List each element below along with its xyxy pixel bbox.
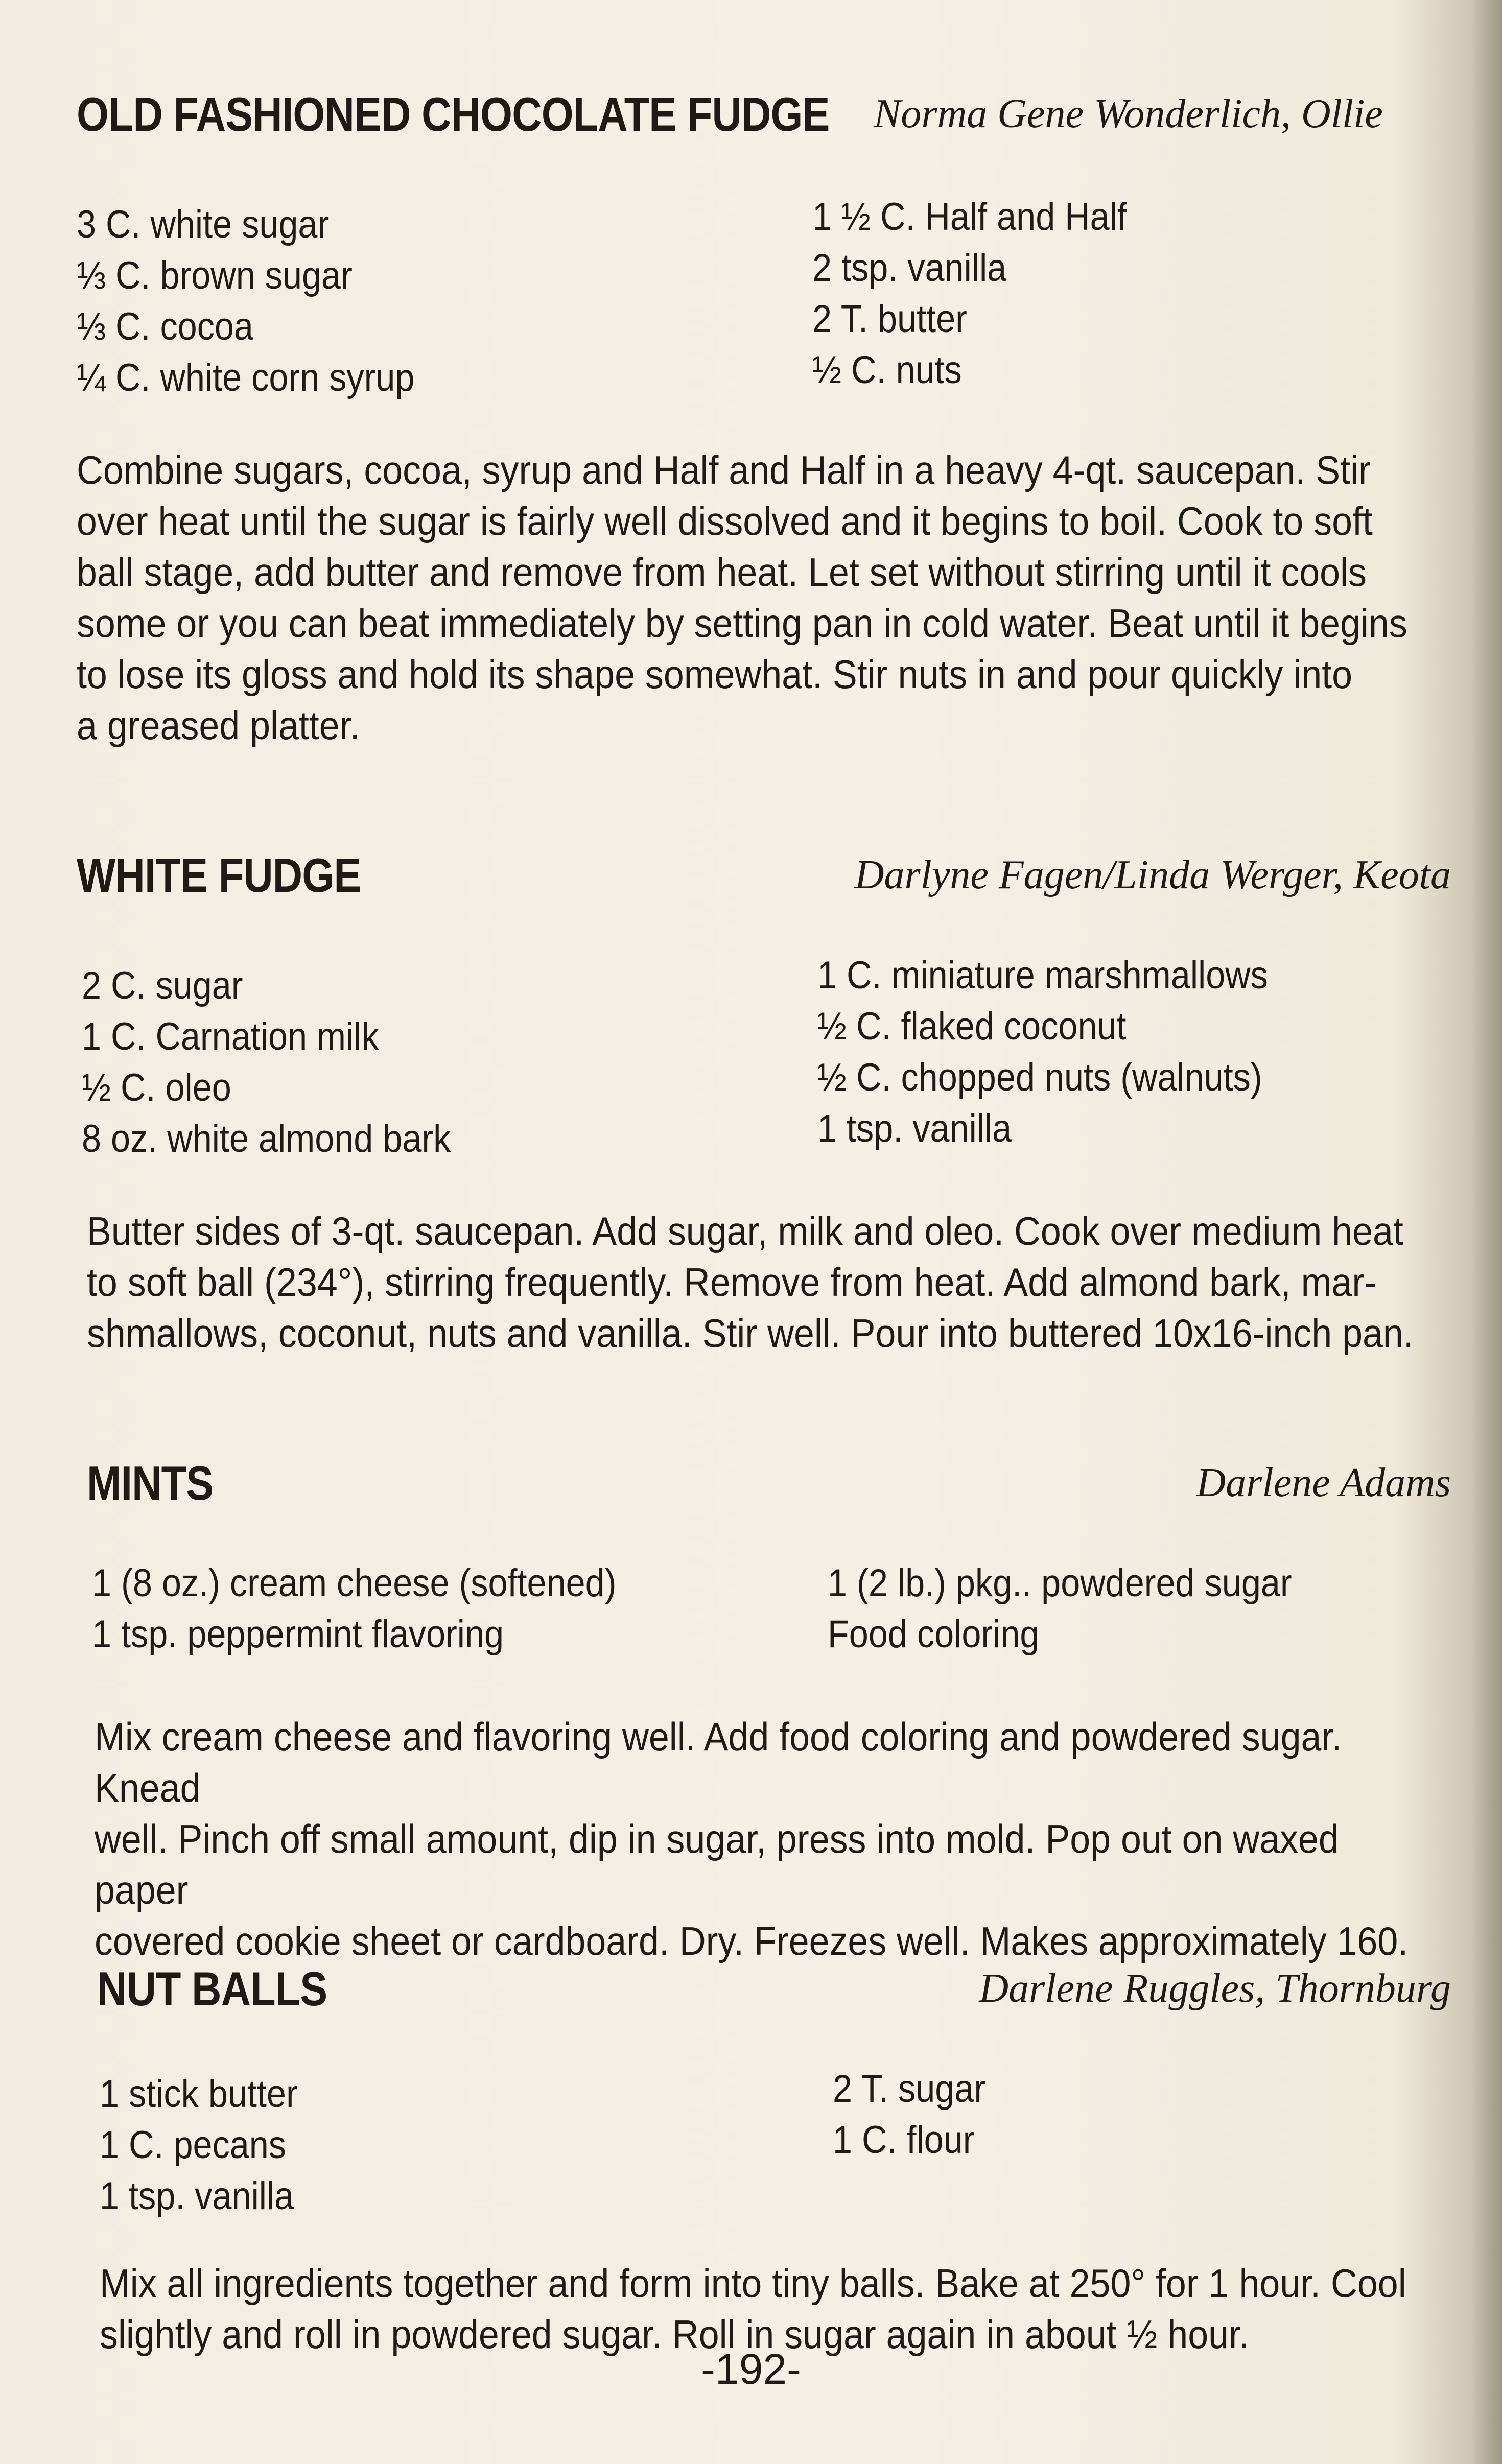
ingredients-right <box>833 2064 1002 2166</box>
ingredient: Food coloring <box>828 1613 1040 1656</box>
directions-line: Mix cream cheese and flavoring well. Add food coloring and powdered sugar. Knead <box>95 1714 1342 1810</box>
ingredient: 1 tsp. vanilla <box>817 1107 1012 1150</box>
ingredient: ⅓ C. cocoa <box>77 305 253 348</box>
directions-line: Combine sugars, cocoa, syrup and Half and Half in a heavy 4-qt. saucepan. Stir <box>77 447 1371 492</box>
directions-line: well. Pinch off small amount, dip in sugar, press into mold. Pop out on waxed paper <box>95 1816 1339 1912</box>
directions-line: ball stage, add butter and remove from heat. Let set without stirring until it cools <box>77 550 1367 595</box>
recipe-directions <box>87 1205 1441 1359</box>
ingredient: ⅓ C. brown sugar <box>77 254 353 297</box>
recipe-author: Darlene Ruggles, Thornburg <box>979 1966 1451 2011</box>
recipe-title: WHITE FUDGE <box>77 848 361 902</box>
recipe-title: OLD FASHIONED CHOCOLATE FUDGE <box>77 87 830 141</box>
recipe-title: MINTS <box>87 1456 214 1510</box>
directions-line: to soft ball (234°), stirring frequently. Remove from heat. Add almond bark, mar- <box>87 1260 1377 1305</box>
recipe-author: Darlyne Fagen/Linda Werger, Keota <box>854 852 1451 897</box>
directions-line: Butter sides of 3-qt. saucepan. Add sugar, milk and oleo. Cook over medium heat <box>87 1209 1403 1253</box>
directions-line: covered cookie sheet or cardboard. Dry. Freezes well. Makes approximately 160. <box>95 1918 1409 1963</box>
ingredient: 1 C. flour <box>833 2118 975 2162</box>
ingredients-left <box>82 960 492 1165</box>
ingredient: 1 ½ C. Half and Half <box>812 195 1127 239</box>
recipe-directions <box>77 444 1440 751</box>
directions-line: a greased platter. <box>77 703 360 748</box>
directions-line: over heat until the sugar is fairly well dissolved and it begins to boil. Cook to soft <box>77 499 1373 543</box>
directions-line: Mix all ingredients together and form into tiny balls. Bake at 250° for 1 hour. Cool <box>100 2261 1406 2306</box>
ingredients-right <box>817 950 1318 1154</box>
ingredients-left <box>100 2069 320 2222</box>
ingredient: ½ C. nuts <box>812 348 962 392</box>
ingredient: 1 C. Carnation milk <box>82 1015 379 1058</box>
ingredient: 1 tsp. peppermint flavoring <box>92 1613 504 1656</box>
ingredient: ¼ C. white corn syrup <box>77 356 415 399</box>
page-number: -192- <box>700 2345 802 2393</box>
ingredient: 2 C. sugar <box>82 964 243 1007</box>
ingredients-right <box>828 1558 1344 1660</box>
directions-line: shmallows, coconut, nuts and vanilla. Stir well. Pour into buttered 10x16-inch pan. <box>87 1311 1414 1356</box>
ingredients-left <box>92 1558 675 1660</box>
ingredient: ½ C. flaked coconut <box>817 1005 1126 1048</box>
ingredient: 2 T. sugar <box>833 2067 986 2111</box>
ingredient: 2 T. butter <box>812 297 967 341</box>
recipe-author: Darlene Adams <box>1196 1460 1451 1505</box>
ingredient: 3 C. white sugar <box>77 203 330 246</box>
recipe-directions <box>95 1711 1439 1967</box>
ingredient: 1 tsp. vanilla <box>100 2174 294 2218</box>
ingredient: 1 C. pecans <box>100 2123 287 2167</box>
directions-line: slightly and roll in powdered sugar. Roll in sugar again in about ½ hour. <box>100 2312 1249 2357</box>
ingredient: ½ C. chopped nuts (walnuts) <box>817 1056 1262 1099</box>
ingredient: 1 C. miniature marshmallows <box>817 954 1268 997</box>
recipe-author: Norma Gene Wonderlich, Ollie <box>874 91 1383 136</box>
ingredient: 2 tsp. vanilla <box>812 246 1007 290</box>
directions-line: some or you can beat immediately by setting pan in cold water. Beat until it begins <box>77 601 1407 646</box>
ingredients-left <box>77 199 452 404</box>
ingredients-right <box>812 192 1162 396</box>
ingredient: 1 (2 lb.) pkg.. powdered sugar <box>828 1561 1292 1605</box>
ingredient: ½ C. oleo <box>82 1066 231 1109</box>
page-edge-shadow <box>1471 0 1502 2464</box>
directions-line: to lose its gloss and hold its shape somewhat. Stir nuts in and pour quickly into <box>77 652 1353 697</box>
recipe-title: NUT BALLS <box>97 1962 327 2016</box>
ingredient: 1 stick butter <box>100 2072 298 2116</box>
ingredient: 8 oz. white almond bark <box>82 1117 451 1160</box>
ingredient: 1 (8 oz.) cream cheese (softened) <box>92 1561 617 1605</box>
